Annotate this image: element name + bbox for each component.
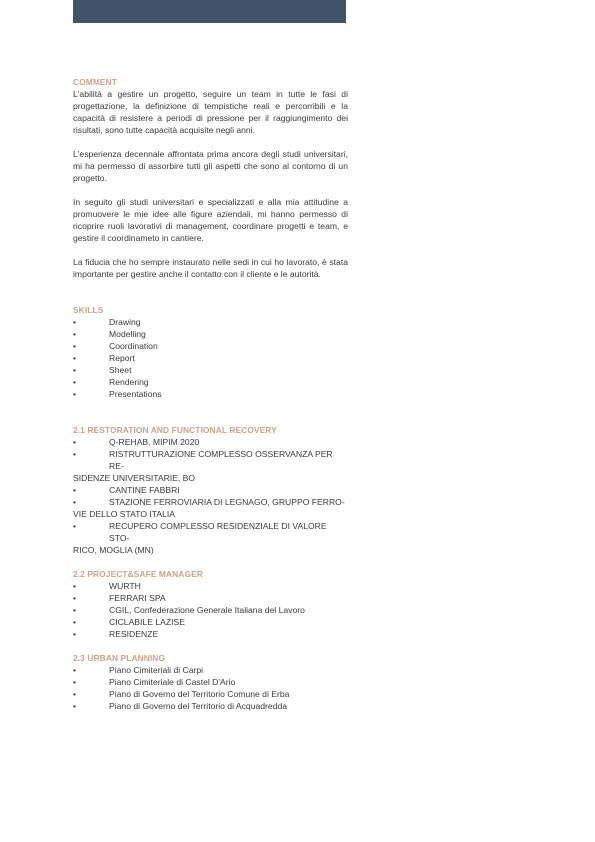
list-item bbox=[73, 352, 348, 364]
project-label: CANTINE FABBRI bbox=[109, 485, 180, 495]
bullet-icon: • bbox=[73, 701, 77, 711]
list-item-continuation bbox=[73, 472, 348, 484]
bullet-icon: • bbox=[73, 521, 77, 531]
bullet-icon: • bbox=[73, 485, 77, 495]
bullet-icon: • bbox=[73, 341, 77, 351]
bullet-icon: • bbox=[73, 389, 77, 399]
project-label: Q-REHAB, MIPIM 2020 bbox=[109, 437, 200, 447]
skill-label: Presentations bbox=[109, 389, 162, 399]
comment-section bbox=[73, 76, 348, 280]
project-label: CGIL, Confederazione Generale Italiana del Lavoro bbox=[109, 605, 305, 615]
project-manager-section bbox=[73, 568, 348, 640]
plan-label: Piano di Governo del Territorio Comune di Erba bbox=[109, 689, 290, 699]
project-manager-title: 2.2 PROJECT&SAFE MANAGER bbox=[73, 569, 203, 579]
comment-title: COMMENT bbox=[73, 77, 117, 87]
bullet-icon: • bbox=[73, 581, 77, 591]
list-item bbox=[73, 664, 348, 676]
list-item bbox=[73, 388, 348, 400]
bullet-icon: • bbox=[73, 497, 77, 507]
resume-content bbox=[73, 76, 348, 712]
project-label: FERRARI SPA bbox=[109, 593, 166, 603]
bullet-icon: • bbox=[73, 677, 77, 687]
list-item bbox=[73, 520, 348, 544]
project-label: RECUPERO COMPLESSO RESIDENZIALE DI VALORE STO- bbox=[109, 521, 327, 543]
list-item bbox=[73, 340, 348, 352]
list-item-continuation bbox=[73, 508, 348, 520]
project-label: RESIDENZE bbox=[109, 629, 159, 639]
list-item bbox=[73, 316, 348, 328]
list-item bbox=[73, 484, 348, 496]
comment-paragraph: In seguito gli studi universitari e specializzati e alla mia attitudine a promuovere le mie idee alle figure aziendali, mi hanno permesso di ricoprire ruoli lavorativi di management, coordinare progetti e team, e gestire il coordinameto in cantiere. bbox=[73, 197, 348, 243]
list-item bbox=[73, 616, 348, 628]
bullet-icon: • bbox=[73, 317, 77, 327]
list-item bbox=[73, 688, 348, 700]
comment-paragraph: L'esperienza decennale affrontata prima ancora degli studi universitari, mi ha permesso di assorbire tutti gli aspetti che sono al contorno di un progetto. bbox=[73, 149, 348, 183]
list-item bbox=[73, 436, 348, 448]
bullet-icon: • bbox=[73, 437, 77, 447]
bullet-icon: • bbox=[73, 689, 77, 699]
skill-label: Modelling bbox=[109, 329, 146, 339]
skill-label: Report bbox=[109, 353, 135, 363]
comment-paragraph: La fiducia che ho sempre instaurato nelle sedi in cui ho lavorato, è stata importante per gestire anche il contatto con il cliente e le autorità. bbox=[73, 257, 348, 279]
project-label: WURTH bbox=[109, 581, 141, 591]
list-item bbox=[73, 700, 348, 712]
list-item bbox=[73, 676, 348, 688]
skills-section bbox=[73, 304, 348, 400]
project-label-cont: RICO, MOGLIA (MN) bbox=[73, 545, 154, 555]
list-item-continuation bbox=[73, 544, 348, 556]
bullet-icon: • bbox=[73, 605, 77, 615]
plan-label: Piano Cimiteriale di Castel D'Ario bbox=[109, 677, 236, 687]
bullet-icon: • bbox=[73, 329, 77, 339]
plan-label: Piano Cimiteriali di Carpi bbox=[109, 665, 204, 675]
plan-label: Piano di Governo del Territorio di Acquadredda bbox=[109, 701, 288, 711]
restoration-list bbox=[73, 436, 348, 556]
comment-paragraph: L'abilità a gestire un progetto, seguire un team in tutte le fasi di progettazione, la definizione di tempistiche reali e percorribili e la capacità di resistere a periodi di pressione per il raggiungimento dei risultati, sono tutte capacità acquisite negli anni. bbox=[73, 89, 348, 135]
list-item bbox=[73, 328, 348, 340]
list-item bbox=[73, 592, 348, 604]
skill-label: Coordination bbox=[109, 341, 158, 351]
list-item bbox=[73, 448, 348, 472]
bullet-icon: • bbox=[73, 353, 77, 363]
restoration-title: 2.1 RESTORATION AND FUNCTIONAL RECOVERY bbox=[73, 425, 277, 435]
bullet-icon: • bbox=[73, 665, 77, 675]
skill-label: Sheet bbox=[109, 365, 132, 375]
list-item bbox=[73, 604, 348, 616]
urban-planning-section bbox=[73, 652, 348, 712]
list-item bbox=[73, 628, 348, 640]
header-bar bbox=[73, 0, 346, 23]
bullet-icon: • bbox=[73, 365, 77, 375]
skill-label: Drawing bbox=[109, 317, 141, 327]
bullet-icon: • bbox=[73, 593, 77, 603]
bullet-icon: • bbox=[73, 629, 77, 639]
restoration-section bbox=[73, 424, 348, 556]
project-label-cont: SIDENZE UNIVERSITARIE, BO bbox=[73, 473, 196, 483]
skills-list bbox=[73, 316, 348, 400]
list-item bbox=[73, 364, 348, 376]
urban-planning-title: 2.3 URBAN PLANNING bbox=[73, 653, 166, 663]
project-manager-list bbox=[73, 580, 348, 640]
bullet-icon: • bbox=[73, 617, 77, 627]
bullet-icon: • bbox=[73, 449, 77, 459]
project-label: CICLABILE LAZISE bbox=[109, 617, 185, 627]
list-item bbox=[73, 496, 348, 508]
list-item bbox=[73, 580, 348, 592]
urban-planning-list bbox=[73, 664, 348, 712]
project-label: RISTRUTTURAZIONE COMPLESSO OSSERVANZA PER RE- bbox=[109, 449, 333, 471]
bullet-icon: • bbox=[73, 377, 77, 387]
project-label-cont: VIE DELLO STATO ITALIA bbox=[73, 509, 176, 519]
project-label: STAZIONE FERROVIARIA DI LEGNAGO, GRUPPO FERRO- bbox=[109, 497, 345, 507]
skill-label: Rendering bbox=[109, 377, 149, 387]
skills-title: SKILLS bbox=[73, 305, 104, 315]
list-item bbox=[73, 376, 348, 388]
